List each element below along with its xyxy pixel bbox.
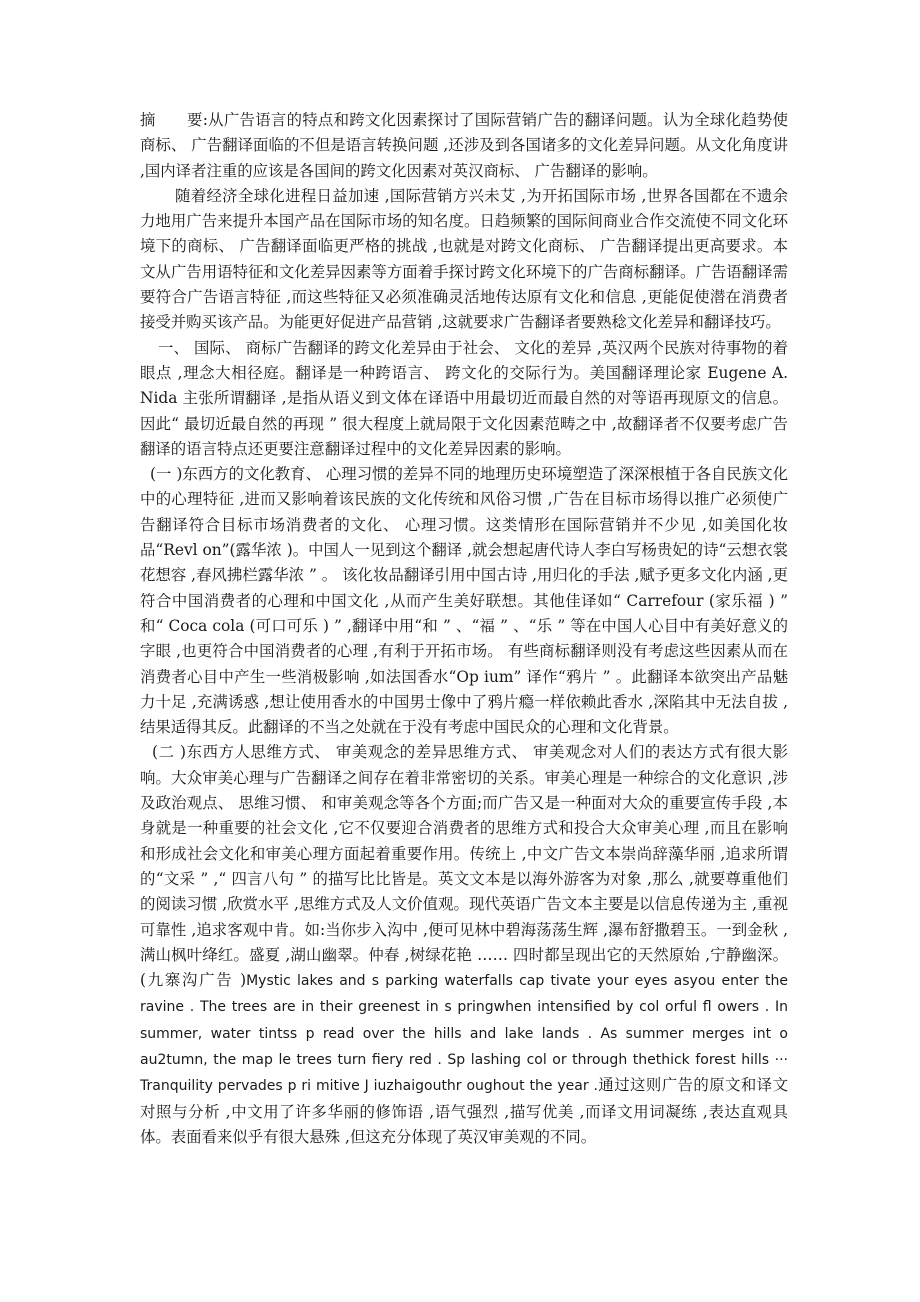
conclusion-text: 通过这则广告的原文和译文对照与分析 ,中文用了许多华丽的修饰语 ,语气强烈 ,描写优美 ,而译文用词凝练 ,表达直观具体。表面看来似乎有很大悬殊 ,但这充分体现了英汉审美观的不同。 — [140, 1076, 788, 1146]
document-page — [140, 108, 788, 1150]
section-1-2-chinese-text: (二 )东西方人思维方式、 审美观念的差异思维方式、 审美观念对人们的表达方式有很大影响。大众审美心理与广告翻译之间存在着非常密切的关系。审美心理是一种综合的文化意识 ,涉及政治观点、 思维习惯、 和审美观念等各个方面;而广告又是一种面对大众的重要宣传手段 ,本身就是一种重要的社会文化 ,它不仅要迎合消费者的思维方式和投合大众审美心理 ,而且在影响和形成社会文化和审美心理方面起着重要作用。传统上 ,中文广告文本崇尚辞藻华丽 ,追求所谓的“文采 ” ,“ 四言八句 ” 的描写比比皆是。英文文本是以海外游客为对象 ,那么 ,就要尊重他们的阅读习惯 ,欣赏水平 ,思维方式及人文价值观。现代英语广告文本主要是以信息传递为主 ,重视可靠性 ,追求客观中肯。如:当你步入沟中 ,便可见林中碧海荡荡生辉 ,瀑布舒撒碧玉。一到金秋 ,满山枫叶绛红。盛夏 ,湖山幽翠。仲春 ,树绿花艳 …… 四时都呈现出它的天然原始 ,宁静幽深。 (九寨沟广告 ) — [140, 743, 788, 990]
section-1-1-paragraph: (一 )东西方的文化教育、 心理习惯的差异不同的地理历史环境塑造了深深根植于各自民族文化中的心理特征 ,进而又影响着该民族的文化传统和风俗习惯 ,广告在目标市场得以推广必须使广告翻译符合目标市场消费者的文化、 心理习惯。这类情形在国际营销并不少见 ,如美国化妆品“Revl on”(露华浓 )。中国人一见到这个翻译 ,就会想起唐代诗人李白写杨贵妃的诗“云想衣裳花想容 ,春风拂栏露华浓 ” 。 该化妆品翻译引用中国古诗 ,用归化的手法 ,赋予更多文化内涵 ,更符合中国消费者的心理和中国文化 ,从而产生美好联想。其他佳译如“ Carrefour (家乐福 ) ” 和“ Coca cola (可口可乐 ) ” ,翻译中用“和 ” 、“福 ” 、“乐 ” 等在中国人心目中有美好意义的字眼 ,也更符合中国消费者的心理 ,有利于开拓市场。 有些商标翻译则没有考虑这些因素从而在消费者心目中产生一些消极影响 ,如法国香水“Op ium” 译作“鸦片 ” 。此翻译本欲突出产品魅力十足 ,充满诱惑 ,想让使用香水的中国男士像中了鸦片瘾一样依赖此香水 ,深陷其中无法自拔 ,结果适得其反。此翻译的不当之处就在于没有考虑中国民众的心理和文化背景。 — [140, 465, 788, 737]
english-ad-text: Mystic lakes and s parking waterfalls cap tivate your eyes asyou enter the ravine . The trees are in their greenest in s pringwhen intensified by col orful fl owers . In summer, water tintss p read over the hills and lake lands . As summer merges int o au2tumn, the map le trees turn fiery red . Sp lashing col or through thethick forest hills ··· Tranquility pervades p ri mitive J iuzhaigouthr oughout the year . — [140, 973, 788, 1095]
intro-paragraph: 随着经济全球化进程日益加速 ,国际营销方兴未艾 ,为开拓国际市场 ,世界各国都在不遗余力地用广告来提升本国产品在国际市场的知名度。日趋频繁的国际间商业合作交流使不同文化环境下的商标、 广告翻译面临更严格的挑战 ,也就是对跨文化商标、 广告翻译提出更高要求。本文从广告用语特征和文化差异因素等方面着手探讨跨文化环境下的广告商标翻译。广告语翻译需要符合广告语言特征 ,而这些特征又必须准确灵活地传达原有文化和信息 ,更能促使潜在消费者接受并购买该产品。为能更好促进产品营销 ,这就要求广告翻译者要熟稔文化差异和翻译技巧。 — [140, 186, 788, 332]
section-1-paragraph: 一、 国际、 商标广告翻译的跨文化差异由于社会、 文化的差异 ,英汉两个民族对待事物的着眼点 ,理念大相径庭。翻译是一种跨语言、 跨文化的交际行为。美国翻译理论家 Eugene A. Nida 主张所谓翻译 ,是指从语义到文体在译语中用最切近而最自然的对等语再现原文的信息。因此“ 最切近最自然的再现 ” 很大程度上就局限于文化因素范畴之中 ,故翻译者不仅要考虑广告翻译的语言特点还更要注意翻译过程中的文化差异因素的影响。 — [140, 338, 788, 458]
section-1-2-paragraph — [140, 740, 788, 1150]
abstract-paragraph: 摘 要:从广告语言的特点和跨文化因素探讨了国际营销广告的翻译问题。认为全球化趋势使商标、 广告翻译面临的不但是语言转换问题 ,还涉及到各国诸多的文化差异问题。从文化角度讲 ,国内译者注重的应该是各国间的跨文化因素对英汉商标、 广告翻译的影响。 — [140, 111, 788, 180]
